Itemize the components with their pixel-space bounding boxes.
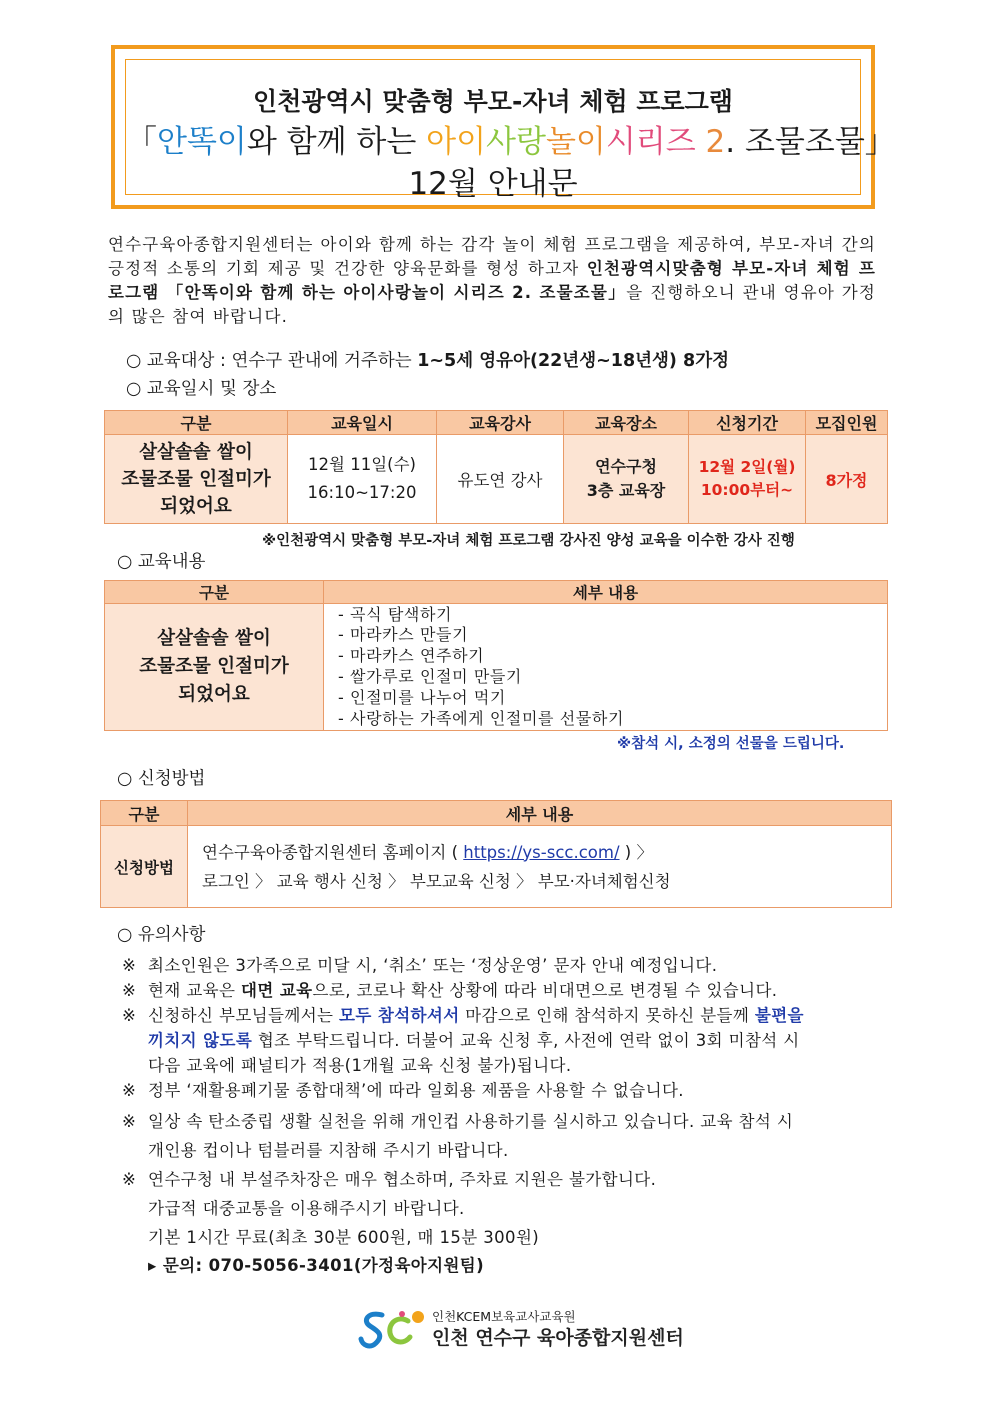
apply-row [101, 826, 892, 908]
center-logo-icon [358, 1305, 432, 1351]
title-inner-frame [125, 59, 896, 202]
date-line: 12월 11일(수) [308, 455, 416, 474]
title-word-antteogi: 안똑이 [157, 124, 247, 160]
place-line: 3층 교육장 [586, 481, 666, 500]
title-word-nori: 놀이 [545, 124, 606, 160]
notice-6-cont: 가급적 대중교통을 이용해주시기 바랍니다. [148, 1199, 465, 1218]
notice-text: 으로, 코로나 확산 상황에 따라 비대면으로 변경될 수 있습니다. [312, 981, 778, 1000]
detail-item: - 사랑하는 가족에게 인절미를 선물하기 [338, 708, 625, 728]
notice-text: 연수구청 내 부설주차장은 매우 협소하며, 주차료 지원은 불가합니다. [148, 1170, 657, 1189]
schedule-capacity-cell: 8가정 [806, 435, 888, 524]
target-value: 1~5세 영유아(22년생~18년생) 8가정 [417, 351, 730, 371]
col-header-place: 교육장소 [564, 411, 689, 435]
bracket-open: 「 [126, 124, 157, 160]
apply-line-1-suffix: ) 〉 [619, 842, 653, 862]
col-header-period: 신청기간 [689, 411, 806, 435]
notice-heading: ○ 유의사항 [117, 925, 206, 945]
note-mark: ※ [122, 1170, 137, 1189]
col-header-category: 구분 [105, 411, 288, 435]
notice-emphasis: 모두 참석하셔서 [339, 1006, 460, 1025]
col-header-instructor: 교육강사 [437, 411, 564, 435]
program-line: 되었어요 [178, 684, 250, 705]
title-box [111, 45, 896, 209]
footer-logo [358, 1305, 684, 1353]
schedule-heading: ○ 교육일시 및 장소 [126, 379, 277, 399]
schedule-date-cell [288, 435, 437, 524]
title-word-jomul: . 조물조물」 [725, 124, 896, 160]
place-line: 연수구청 [595, 457, 657, 476]
detail-item: - 쌀가루로 인절미 만들기 [338, 667, 522, 686]
intro-program-name: 인천광역시맞춤형 부모-자녀 체험 프로그램 「안똑이와 함께 하는 아이사랑놀이 시리즈 2. 조물조물」 [108, 259, 876, 302]
content-table [104, 580, 888, 731]
col-header-details: 세부 내용 [188, 801, 892, 826]
content-heading: ○ 교육내용 [117, 552, 206, 572]
intro-text-2: 을 진행하오니 관내 영유아 가정의 많은 참여 바랍니다. [108, 283, 876, 326]
content-details-cell [324, 604, 888, 731]
notice-text: 마감으로 인해 참석하지 못하신 분들께 [459, 1006, 755, 1025]
notice-6 [122, 1166, 656, 1190]
program-line: 조물조물 인절미가 [139, 656, 289, 677]
content-program-cell [105, 604, 324, 731]
period-line: 12월 2일(월) [698, 458, 796, 476]
col-header-details: 세부 내용 [324, 581, 888, 604]
schedule-period-cell [689, 435, 806, 524]
gift-footnote: ※참석 시, 소정의 선물을 드립니다. [617, 736, 845, 752]
notice-text: 협조 부탁드립니다. 더불어 교육 신청 후, 사전에 연락 없이 3회 미참석 시 [252, 1031, 800, 1050]
notice-3 [122, 1002, 804, 1026]
program-line: 살살솔솔 쌀이 [139, 441, 253, 463]
note-mark: ※ [122, 981, 137, 1000]
apply-line-2: 로그인 〉 교육 행사 신청 〉 부모교육 신청 〉 부모·자녀체험신청 [202, 871, 671, 891]
period-line: 10:00부터~ [700, 481, 794, 499]
col-header-category: 구분 [101, 801, 188, 826]
notice-emphasis: 대면 교육 [241, 981, 313, 1000]
col-header-category: 구분 [105, 581, 324, 604]
notice-5 [122, 1108, 793, 1132]
apply-heading: ○ 신청방법 [117, 769, 206, 789]
schedule-row [105, 435, 888, 524]
title-word-ai: 아이 [426, 124, 487, 160]
note-mark: ※ [122, 1081, 137, 1100]
notice-1 [122, 952, 717, 976]
org-large-name: 인천 연수구 육아종합지원센터 [432, 1327, 684, 1349]
content-row [105, 604, 888, 731]
apply-header-row [101, 801, 892, 826]
notice-text: 일상 속 탄소중립 생활 실천을 위해 개인컵 사용하기를 실시하고 있습니다. 교육 참석 시 [148, 1112, 794, 1131]
intro-paragraph [108, 233, 876, 329]
col-header-capacity: 모집인원 [806, 411, 888, 435]
program-line: 되었어요 [160, 495, 232, 517]
org-small-name: 인천KCEM보육교사교육원 [432, 1309, 576, 1324]
note-mark: ※ [122, 1006, 137, 1025]
apply-line-1 [202, 838, 891, 867]
schedule-instructor-cell: 유도연 강사 [437, 435, 564, 524]
col-header-date: 교육일시 [288, 411, 437, 435]
target-label: ○ 교육대상 : 연수구 관내에 거주하는 [126, 351, 418, 371]
notice-6-cont-2: 기본 1시간 무료(최초 30분 600원, 매 15분 300원) [148, 1228, 540, 1247]
apply-method-label: 신청방법 [101, 826, 188, 908]
detail-item: - 곡식 탐색하기 [338, 604, 453, 624]
notice-text: 현재 교육은 [148, 981, 241, 1000]
schedule-table [104, 410, 888, 524]
schedule-footnote: ※인천광역시 맞춤형 부모-자녀 체험 프로그램 강사진 양성 교육을 이수한 강사 진행 [262, 533, 795, 549]
schedule-header-row [105, 411, 888, 435]
title-word-sarang: 사랑 [486, 124, 546, 160]
notice-2 [122, 977, 777, 1001]
note-mark: ※ [122, 1112, 137, 1131]
schedule-program-cell [105, 435, 288, 524]
apply-line-1-prefix: 연수구육아종합지원센터 홈페이지 ( [202, 842, 464, 862]
notice-4 [122, 1077, 684, 1101]
notice-emphasis: 불편을 [754, 1006, 804, 1025]
detail-item: - 마라카스 연주하기 [338, 646, 485, 666]
program-line: 조물조물 인절미가 [121, 468, 271, 490]
notice-5-cont: 개인용 컵이나 텀블러를 지참해 주시기 바랍니다. [148, 1141, 509, 1160]
time-line: 16:10~17:20 [307, 483, 417, 502]
notice-text: 신청하신 부모님들께서는 [148, 1006, 340, 1025]
title-line-1: 인천광역시 맞춤형 부모-자녀 체험 프로그램 [253, 87, 733, 116]
contact-info: ▸ 문의: 070-5056-3401(가정육아지원팀) [148, 1256, 485, 1275]
notice-text: 최소인원은 3가족으로 미달 시, ‘취소’ 또는 ‘정상운영’ 문자 안내 예정입니다. [148, 956, 718, 975]
notice-3-cont [148, 1027, 800, 1051]
notice-emphasis: 끼치지 않도록 [148, 1031, 253, 1050]
intro-text-1: 연수구육아종합지원센터는 아이와 함께 하는 감각 놀이 체험 프로그램을 제공하여, 부모-자녀 간의 긍정적 소통의 기회 제공 및 건강한 양육문화를 형성 하고자 [108, 235, 876, 278]
notice-text: 정부 ‘재활용폐기물 종합대책’에 따라 일회용 제품을 사용할 수 없습니다. [148, 1081, 684, 1100]
target-item [126, 347, 729, 372]
notice-3-cont-2: 다음 교육에 패널티가 적용(1개월 교육 신청 불가)됩니다. [148, 1056, 572, 1075]
title-series-number: 2 [695, 124, 726, 160]
apply-table [100, 800, 892, 908]
title-word-with: 와 함께 하는 [246, 124, 427, 160]
title-line-2 [126, 116, 896, 161]
detail-item: - 마라카스 만들기 [338, 625, 469, 645]
note-mark: ※ [122, 956, 137, 975]
detail-item: - 인절미를 나누어 먹기 [338, 687, 506, 707]
title-line-3: 12월 안내문 [408, 166, 578, 202]
schedule-place-cell [564, 435, 689, 524]
apply-details-cell [188, 826, 892, 908]
title-word-series: 시리즈 [605, 124, 696, 160]
content-header-row [105, 581, 888, 604]
program-line: 살살솔솔 쌀이 [157, 628, 271, 649]
homepage-link[interactable]: https://ys-scc.com/ [463, 842, 620, 862]
